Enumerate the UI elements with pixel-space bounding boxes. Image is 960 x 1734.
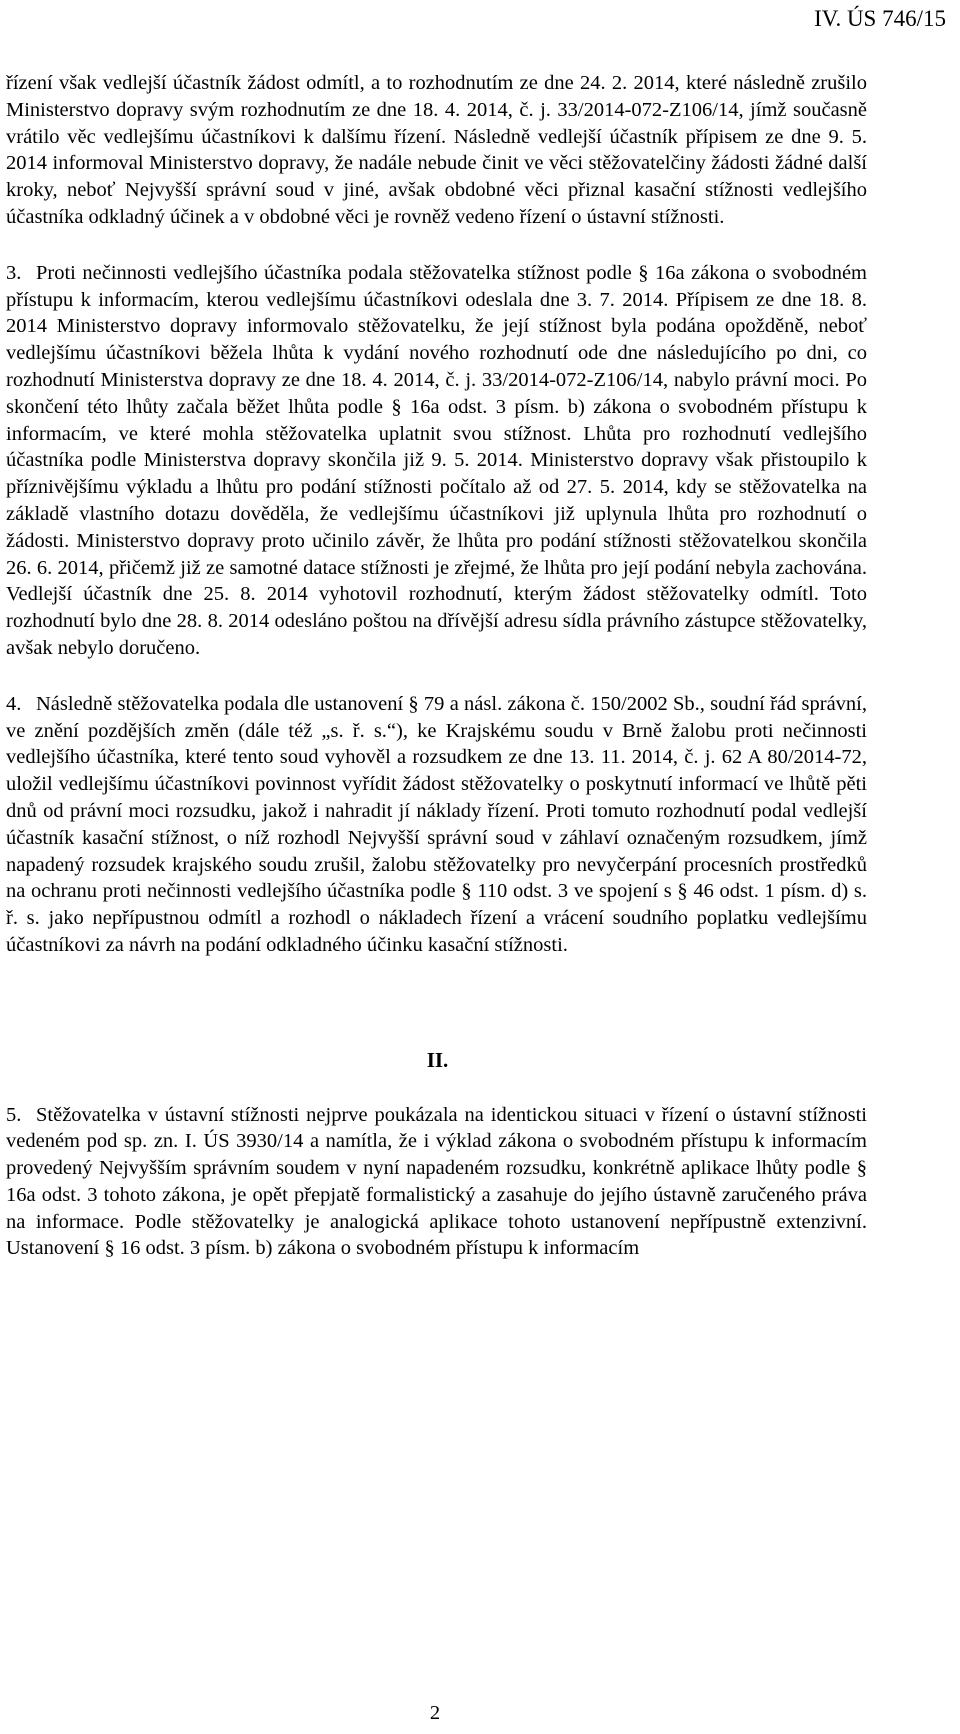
case-reference-header: IV. ÚS 746/15 bbox=[814, 6, 946, 31]
paragraph-text: Proti nečinnosti vedlejšího účastníka podala stěžovatelka stížnost podle § 16a zákona o svobodném přístupu k informacím, kterou vedlejšímu účastníkovi odeslala dne 3. 7. 2014. Přípisem ze dne 18. 8. 2014 Ministerstvo dopravy informovalo stěžovatelku, že její stížnost byla podána opožděně, neboť vedlejšímu účastníkovi běžela lhůta k vydání nového rozhodnutí ode dne následujícího po dni, co rozhodnutí Ministerstva dopravy ze dne 18. 4. 2014, č. j. 33/2014-072-Z106/14, nabylo právní moci. Po skončení této lhůty začala běžet lhůta podle § 16a odst. 3 písm. b) zákona o svobodném přístupu k informacím, ve které mohla stěžovatelka uplatnit svou stížnost. Lhůta pro rozhodnutí vedlejšího účastníka podle Ministerstva dopravy skončila již 9. 5. 2014. Ministerstvo dopravy však přistoupilo k příznivějšímu výkladu a lhůtu pro podání stížnosti počítalo až od 27. 5. 2014, kdy se stěžovatelka na základě vlastního dotazu dověděla, že vedlejšímu účastníkovi již uplynula lhůta pro rozhodnutí o žádosti. Ministerstvo dopravy proto učinilo závěr, že lhůta pro podání stížnosti stěžovatelkou skončila 26. 6. 2014, přičemž již ze samotné datace stížnosti je zřejmé, že lhůta pro její podání nebyla zachována. Vedlejší účastník dne 25. 8. 2014 vyhotovil rozhodnutí, kterým žádost stěžovatelky odmítl. Toto rozhodnutí bylo dne 28. 8. 2014 odesláno poštou na dřívější adresu sídla právního zástupce stěžovatelky, avšak nebylo doručeno. bbox=[6, 261, 867, 659]
paragraph-gap bbox=[6, 662, 867, 691]
paragraph-number: 4. bbox=[6, 692, 22, 715]
paragraph-3 bbox=[6, 260, 867, 662]
paragraph-text: řízení však vedlejší účastník žádost odmítl, a to rozhodnutím ze dne 24. 2. 2014, které následně zrušilo Ministerstvo dopravy svým rozhodnutím ze dne 18. 4. 2014, č. j. 33/2014-072-Z106/14, jímž současně vrátilo věc vedlejšímu účastníkovi k dalšímu řízení. Následně vedlejší účastník přípisem ze dne 9. 5. 2014 informoval Ministerstvo dopravy, že nadále nebude činit ve věci stěžovatelčiny žádosti žádné další kroky, neboť Nejvyšší správní soud v jiné, avšak obdobné věci přiznal kasační stížnosti vedlejšího účastníka odkladný účinek a v obdobné věci je rovněž vedeno řízení o ústavní stížnosti. bbox=[6, 72, 867, 228]
paragraph-text: Stěžovatelka v ústavní stížnosti nejprve poukázala na identickou situaci v řízení o ústavní stížnosti vedeném pod sp. zn. I. ÚS 3930/14 a namítla, že i výklad zákona o svobodném přístupu k informacím provedený Nejvyšším správním soudem v nyní napadeném rozsudku, konkrétně aplikace lhůty podle § 16a odst. 3 tohoto zákona, je opět přepjatě formalistický a zasahuje do jejího ústavně zaručeného práva na informace. Podle stěžovatelky je analogická aplikace tohoto ustanovení nepřípustně extenzivní. Ustanovení § 16 odst. 3 písm. b) zákona o svobodném přístupu k informacím bbox=[6, 1103, 867, 1260]
paragraph-number: 3. bbox=[6, 261, 22, 284]
paragraph-continuation bbox=[6, 70, 867, 231]
page-number: 2 bbox=[429, 1702, 441, 1724]
paragraph-5 bbox=[6, 1102, 867, 1263]
paragraph-number: 5. bbox=[6, 1103, 22, 1126]
section-heading: II. bbox=[426, 1047, 449, 1072]
paragraph-gap bbox=[6, 231, 867, 260]
paragraph-4 bbox=[6, 691, 867, 959]
paragraph-text: Následně stěžovatelka podala dle ustanovení § 79 a násl. zákona č. 150/2002 Sb., soudní řád správní, ve znění pozdějších změn (dále též „s. ř. s.“), ke Krajskému soudu v Brně žalobu proti nečinnosti vedlejšího účastníka, které tento soud vyhověl a rozsudkem ze dne 13. 11. 2014, č. j. 62 A 80/2014-72, uložil vedlejšímu účastníkovi povinnost vyřídit žádost stěžovatelky o poskytnutí informací ve lhůtě pěti dnů od právní moci rozsudku, jakož i nahradit jí náklady řízení. Proti tomuto rozhodnutí podal vedlejší účastník kasační stížnost, o níž rozhodl Nejvyšší správní soud v záhlaví označeným rozsudkem, jímž napadený rozsudek krajského soudu zrušil, žalobu stěžovatelky pro nevyčerpání procesních prostředků na ochranu proti nečinnosti vedlejšího účastníka podle § 110 odst. 3 ve spojení s § 46 odst. 1 písm. d) s. ř. s. jako nepřípustnou odmítl a rozhodl o nákladech řízení a vrácení soudního poplatku vedlejšímu účastníkovi za návrh na podání odkladného účinku kasační stížnosti. bbox=[6, 692, 867, 956]
document-body bbox=[6, 70, 867, 1262]
